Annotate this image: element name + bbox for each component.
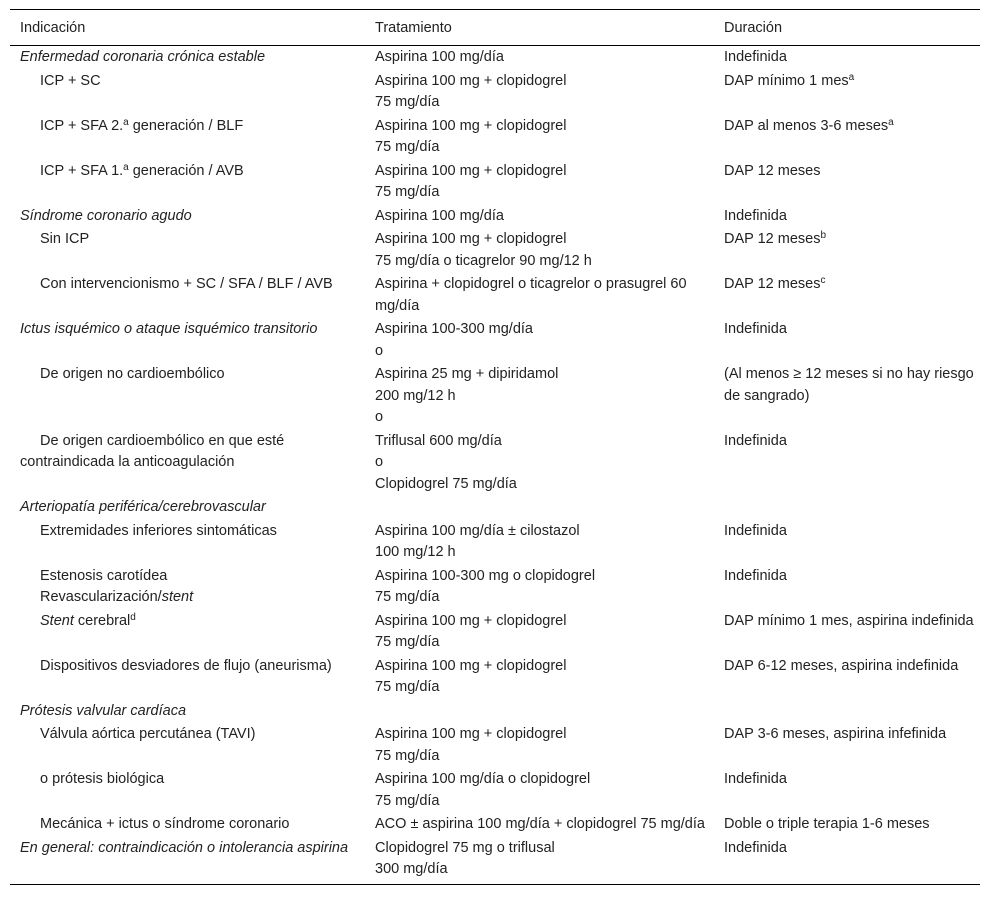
indication-italic: stent bbox=[161, 589, 194, 605]
indication-cell bbox=[10, 115, 365, 160]
table-row bbox=[10, 205, 980, 229]
footnote-mark: a bbox=[888, 116, 894, 128]
indication-cell: Enfermedad coronaria crónica estable bbox=[20, 49, 266, 65]
duration-cell: Indefinida bbox=[724, 207, 787, 224]
table-row bbox=[10, 363, 980, 430]
duration-cell: Indefinida bbox=[724, 49, 787, 65]
antiplatelet-table bbox=[10, 9, 980, 885]
treatment-cell: Triflusal 600 mg/día o Clopidogrel 75 mg/día bbox=[375, 432, 517, 492]
table-row bbox=[10, 430, 980, 497]
indication-cell: Prótesis valvular cardíaca bbox=[20, 702, 187, 719]
treatment-cell: Aspirina 100-300 mg o clopidogrel 75 mg/día bbox=[375, 567, 596, 605]
duration-text: DAP 12 meses bbox=[724, 231, 821, 247]
treatment-cell: Aspirina 100 mg + clopidogrel 75 mg/día bbox=[375, 162, 567, 200]
treatment-cell: Aspirina 100-300 mg/día o bbox=[375, 321, 533, 359]
indication-cell: Mecánica + ictus o síndrome coronario bbox=[40, 816, 290, 832]
footnote-mark: c bbox=[820, 275, 826, 286]
duration-cell: Indefinida bbox=[724, 771, 787, 787]
duration-cell bbox=[714, 700, 980, 724]
duration-cell: Indefinida bbox=[714, 837, 980, 885]
indication-text: ICP + SFA 2. bbox=[40, 117, 124, 134]
table-row bbox=[10, 228, 980, 273]
table-row bbox=[10, 837, 980, 885]
table-row bbox=[10, 700, 980, 724]
table-row bbox=[10, 273, 980, 318]
duration-cell bbox=[714, 115, 980, 160]
treatment-cell: Aspirina + clopidogrel o ticagrelor o prasugrel 60 mg/día bbox=[375, 276, 687, 314]
table-row bbox=[10, 723, 980, 768]
indication-cell: De origen no cardioembólico bbox=[40, 366, 225, 382]
table-row bbox=[10, 318, 980, 363]
duration-cell bbox=[714, 70, 980, 115]
duration-cell: DAP 3-6 meses, aspirina infefinida bbox=[724, 726, 947, 742]
table-row bbox=[10, 610, 980, 655]
indication-cell: Síndrome coronario agudo bbox=[20, 207, 192, 224]
duration-cell bbox=[714, 496, 980, 520]
treatment-cell: Aspirina 100 mg + clopidogrel 75 mg/día bbox=[375, 72, 567, 110]
treatment-cell: Aspirina 100 mg + clopidogrel 75 mg/día bbox=[375, 726, 567, 764]
indication-cell: Ictus isquémico o ataque isquémico transitorio bbox=[20, 321, 318, 337]
footnote-mark: b bbox=[820, 230, 827, 241]
treatment-cell: Aspirina 100 mg/día bbox=[375, 49, 504, 65]
duration-cell: DAP 6-12 meses, aspirina indefinida bbox=[724, 657, 959, 674]
indication-text-rest: generación / BLF bbox=[128, 117, 244, 134]
duration-cell: Doble o triple terapia 1-6 meses bbox=[724, 816, 930, 832]
duration-text: DAP mínimo 1 mes bbox=[724, 72, 849, 89]
duration-cell: DAP 12 meses bbox=[724, 162, 821, 179]
duration-text: DAP al menos 3-6 meses bbox=[724, 117, 889, 134]
duration-cell: Indefinida bbox=[724, 567, 787, 584]
table-row bbox=[10, 655, 980, 700]
indication-text-rest: generación / AVB bbox=[128, 162, 244, 179]
footnote-mark: d bbox=[130, 611, 136, 623]
header-duracion: Duración bbox=[714, 10, 980, 46]
table-row bbox=[10, 565, 980, 610]
indication-cell: ICP + SC bbox=[40, 72, 101, 89]
table-row bbox=[10, 115, 980, 160]
treatment-cell: Aspirina 100 mg + clopidogrel 75 mg/día bbox=[375, 657, 567, 695]
indication-cell: Sin ICP bbox=[40, 231, 90, 247]
indication-cell bbox=[10, 565, 365, 610]
indication-cell: Arteriopatía periférica/cerebrovascular bbox=[20, 499, 266, 515]
treatment-cell: Aspirina 100 mg + clopidogrel 75 mg/día bbox=[375, 612, 567, 650]
indication-text: ICP + SFA 1. bbox=[40, 162, 124, 179]
duration-cell bbox=[714, 228, 980, 273]
indication-line bbox=[20, 587, 365, 609]
header-tratamiento: Tratamiento bbox=[365, 10, 714, 46]
table-row bbox=[10, 70, 980, 115]
treatment-cell: Aspirina 25 mg + dipiridamol 200 mg/12 h o bbox=[375, 366, 559, 425]
duration-cell: Indefinida bbox=[724, 432, 787, 449]
duration-cell: Indefinida bbox=[724, 522, 787, 539]
treatment-cell: Aspirina 100 mg/día o clopidogrel 75 mg/día bbox=[375, 771, 591, 809]
treatment-cell: Aspirina 100 mg/día bbox=[375, 207, 504, 224]
indication-cell: En general: contraindicación o intolerancia aspirina bbox=[10, 837, 365, 885]
treatment-cell: Aspirina 100 mg/día ± cilostazol 100 mg/12 h bbox=[375, 522, 580, 560]
indication-line: Estenosis carotídea bbox=[40, 567, 168, 584]
indication-cell: o prótesis biológica bbox=[40, 771, 165, 787]
treatment-cell bbox=[365, 496, 714, 520]
header-row bbox=[10, 10, 980, 46]
header-indicacion: Indicación bbox=[10, 10, 365, 46]
indication-cell: De origen cardioembólico en que esté contraindicada la anticoagulación bbox=[20, 432, 285, 470]
duration-cell: (Al menos ≥ 12 meses si no hay riesgo de sangrado) bbox=[724, 366, 974, 404]
treatment-cell: Clopidogrel 75 mg o triflusal 300 mg/día bbox=[365, 837, 714, 885]
table-row bbox=[10, 520, 980, 565]
indication-cell bbox=[10, 610, 365, 655]
indication-cell: Válvula aórtica percutánea (TAVI) bbox=[40, 726, 256, 742]
indication-text: Revascularización/ bbox=[40, 589, 162, 605]
ordinal-mark: a bbox=[123, 116, 129, 128]
table-row bbox=[10, 160, 980, 205]
indication-italic: Stent bbox=[40, 612, 74, 629]
treatment-cell: ACO ± aspirina 100 mg/día + clopidogrel 75 mg/día bbox=[375, 816, 705, 832]
ordinal-mark: a bbox=[123, 161, 129, 173]
table-row bbox=[10, 496, 980, 520]
footnote-mark: a bbox=[848, 71, 855, 83]
indication-cell bbox=[10, 160, 365, 205]
treatment-cell bbox=[365, 700, 714, 724]
treatment-cell: Aspirina 100 mg + clopidogrel 75 mg/día o ticagrelor 90 mg/12 h bbox=[375, 231, 592, 269]
duration-cell: Indefinida bbox=[724, 321, 787, 337]
duration-cell: DAP mínimo 1 mes, aspirina indefinida bbox=[724, 612, 974, 629]
indication-cell: Extremidades inferiores sintomáticas bbox=[40, 522, 277, 539]
indication-cell: Con intervencionismo + SC / SFA / BLF / AVB bbox=[40, 276, 333, 292]
table-row bbox=[10, 813, 980, 837]
treatment-cell: Aspirina 100 mg + clopidogrel 75 mg/día bbox=[375, 117, 567, 155]
table-row bbox=[10, 46, 980, 70]
duration-text: DAP 12 meses bbox=[724, 276, 821, 292]
indication-text: cerebral bbox=[73, 612, 131, 629]
table-row bbox=[10, 768, 980, 813]
duration-cell bbox=[714, 273, 980, 318]
indication-cell: Dispositivos desviadores de flujo (aneurisma) bbox=[40, 657, 332, 674]
